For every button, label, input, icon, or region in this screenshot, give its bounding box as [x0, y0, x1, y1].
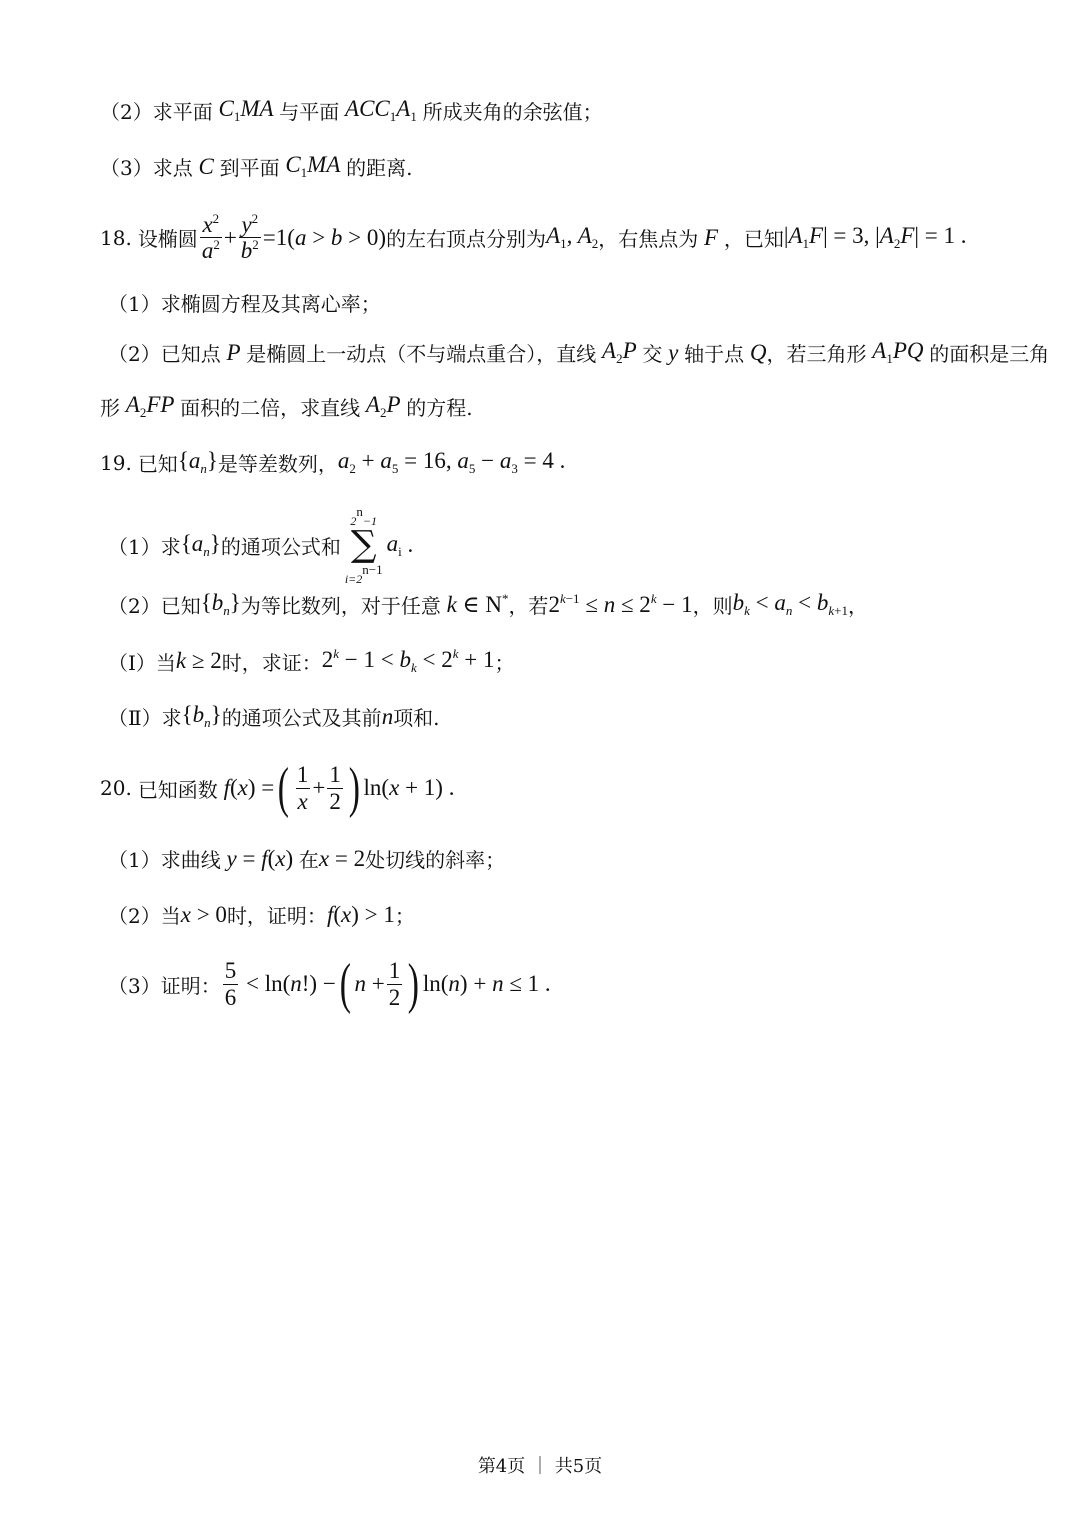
q17-part3: （3）求点 C 到平面 $C_1MA$ 的距离.	[100, 152, 413, 180]
q18-part2-cont: 形 $A_2FP$ 面积的二倍，求直线 $A_2P$ 的方程.	[100, 392, 473, 420]
q18-part2: （2）已知点 P 是椭圆上一动点（不与端点重合），直线 $A_2P$ 交 y 轴于点 Q ，若三角形 $A_1PQ$ 的面积是三角	[108, 338, 1050, 366]
q20-part1: （1）求曲线 y = f(x) 在 x = 2 处切线的斜率；	[108, 845, 506, 872]
summation: $2^n-1$ ∑ $i=2^{n-1}$	[344, 504, 383, 586]
q19-stem: 19. 已知 $\{a_n\}$ 是等差数列， $a_2 + a_5 = 16$, $a_5 - a_3 = 4$ .	[100, 448, 566, 476]
math: $ACC_1A_1$	[339, 96, 417, 124]
page-footer: 第4页 ｜ 共5页	[477, 1456, 603, 1477]
q20-part2: （2）当 x > 0 时，证明： f(x) > 1 ；	[108, 901, 415, 928]
math: $C_1MA$	[212, 96, 280, 124]
q18-part1: （1）求椭圆方程及其离心率；	[108, 292, 381, 316]
q19-part2: （2）已知 $\{b_n\}$ 为等比数列，对于任意 k ∈ N* ，若 $2^{k-1} \le n \le 2^k - 1$ ，则 $b_k < a_n < b_{k+1}$ ，	[108, 590, 868, 618]
q18-stem: 18. 设椭圆 $\frac{x^2}{a^2}$ + $\frac{y^2}{b^2}$ =1(a > b > 0) 的左右顶点分别为 $A_1$, $A_2$ ，右焦点为 F ，已知 $|A_1F| = 3$, $|A_2F| = 1$ .	[100, 211, 967, 264]
math: $C_1MA$	[279, 152, 347, 180]
q20-part3: （3）证明： $\frac{5}{6}$ < ln(n!) − ( n + $\frac{1}{2}$ ) ln(n) + n ≤ 1 .	[108, 953, 551, 1015]
math: C	[192, 153, 220, 179]
q19-sub2: （Ⅱ）求 $\{b_n\}$ 的通项公式及其前 n 项和.	[108, 702, 440, 730]
q19-sub1: （Ⅰ）当 k ≥ 2 时，求证： $2^k - 1 < b_k < 2^k + 1$ ；	[108, 646, 515, 675]
q17-part2: （2）求平面 $C_1MA$ 与平面 $ACC_1A_1$ 所成夹角的余弦值；	[100, 96, 603, 124]
q20-stem: 20. 已知函数 f(x) = ( $\frac{1}{x}$ + $\frac{1}{2}$ ) ln(x + 1) .	[100, 757, 455, 819]
ellipse-equation: $\frac{x^2}{a^2}$	[201, 211, 220, 264]
q19-part1: （1）求 $\{a_n\}$ 的通项公式和 $2^n-1$ ∑ $i=2^{n-1}$ $a_i$ .	[108, 504, 414, 586]
